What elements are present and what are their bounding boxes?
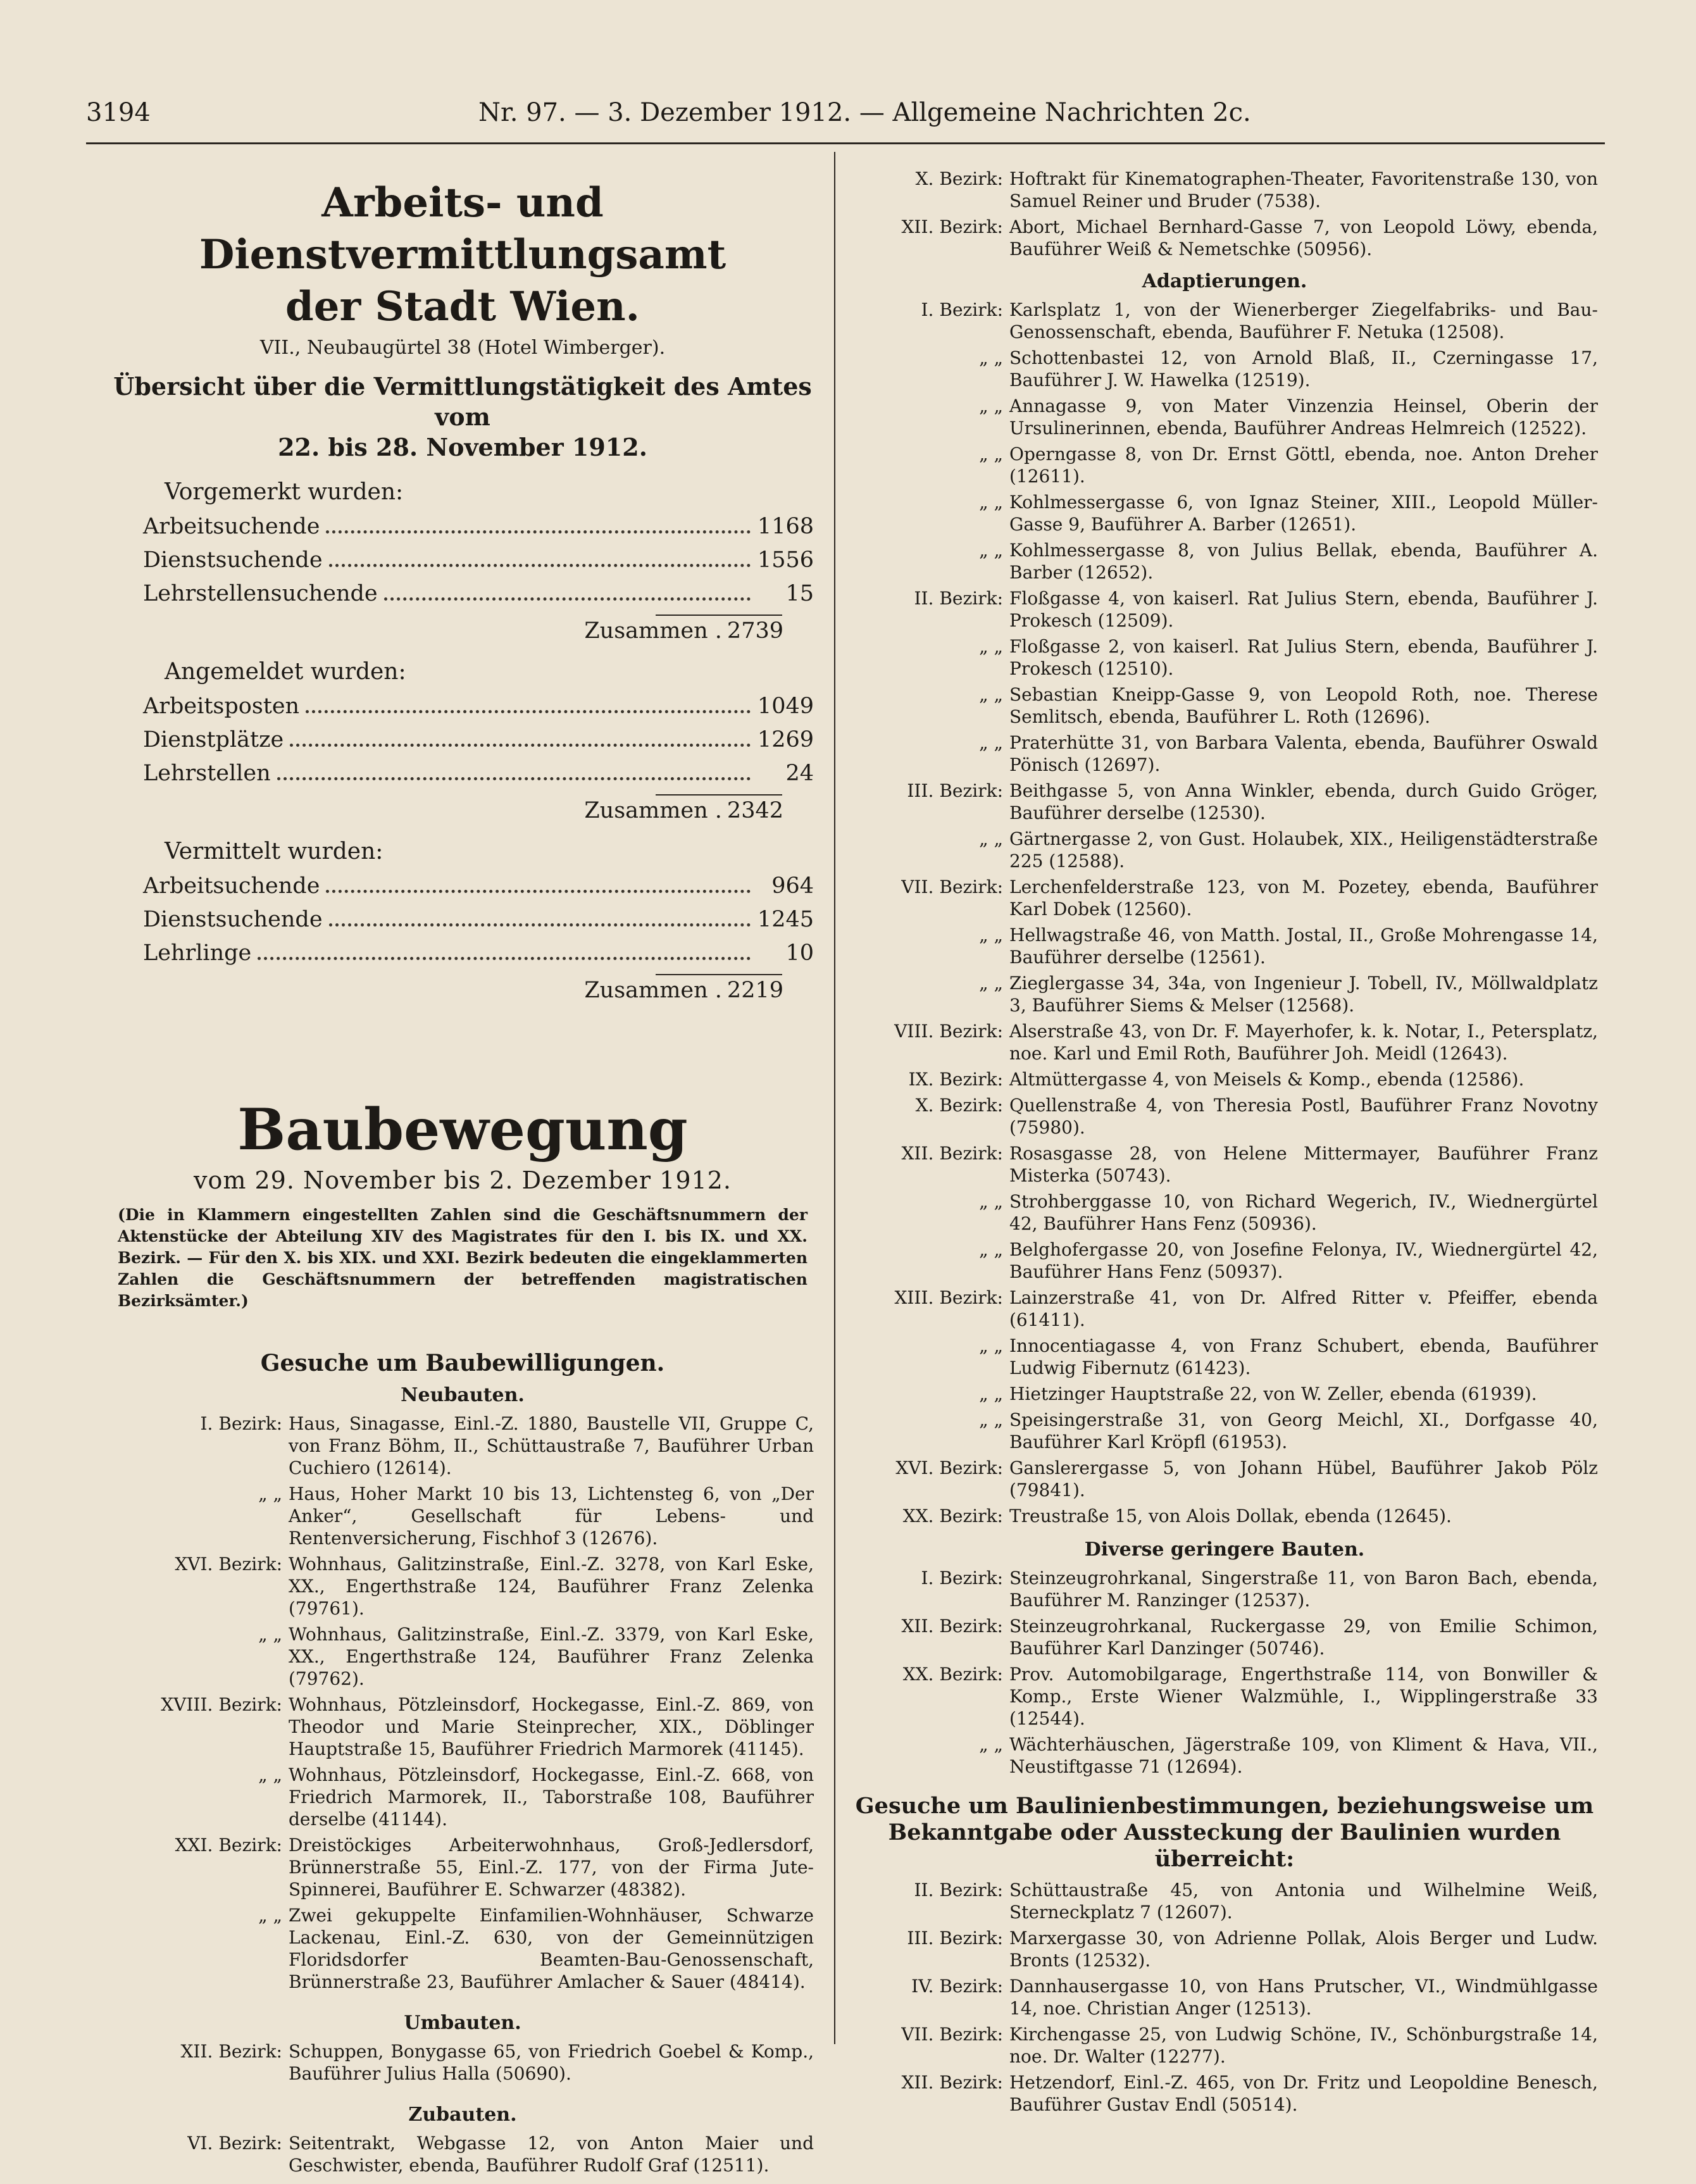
list-item <box>851 216 1598 260</box>
district-label: XVI. Bezirk: <box>895 1457 1003 1478</box>
entry-text: Karlsplatz 1, von der Wienerberger Ziegelfabriks- und Bau-Genossenschaft, ebenda, Bauführer F. Netuka (12508). <box>1009 299 1598 342</box>
entry-text: Floßgasse 4, von kaiserl. Rat Julius Stern, ebenda, Bauführer J. Prokesch (12509). <box>1009 588 1598 631</box>
list-item <box>851 635 1598 680</box>
list-item <box>851 972 1598 1016</box>
district-label: „ „ <box>979 1335 1003 1356</box>
entry-text: Schuppen, Bonygasse 65, von Friedrich Goebel & Komp., Bauführer Julius Halla (50690). <box>289 2041 814 2084</box>
stat-label: Dienstsuchende <box>143 547 323 573</box>
stat-row <box>143 694 814 727</box>
bau-note: (Die in Klammern eingestellten Zahlen sind die Geschäftsnummern der Aktenstücke der Abteilung XIV des Magistrates für den I. bis IX. und XX. Bezirk. — Für den X. bis XIX. und XXI. Bezirk bedeuten die eingeklammerten Zahlen die Geschäftsnummern der betreffenden magistratischen Bezirksämter.) <box>118 1206 807 1310</box>
neubauten-list <box>111 1413 814 1993</box>
stat-row <box>143 581 814 615</box>
list-item <box>851 1190 1598 1235</box>
entry-text: Ganslerergasse 5, von Johann Hübel, Bauführer Jakob Pölz (79841). <box>1009 1457 1598 1501</box>
district-label: „ „ <box>979 973 1003 994</box>
stat-row <box>143 761 814 794</box>
entry-text: Wohnhaus, Pötzleinsdorf, Hockegasse, Einl.-Z. 869, von Theodor und Marie Steinprecher, XIX., Döblinger Hauptstraße 15, Bauführer Friedrich Marmorek (41145). <box>289 1694 814 1759</box>
list-item <box>851 683 1598 728</box>
stat-value: 964 <box>771 873 814 899</box>
entry-text: Floßgasse 2, von kaiserl. Rat Julius Stern, ebenda, Bauführer J. Prokesch (12510). <box>1009 636 1598 679</box>
district-label: IX. Bezirk: <box>908 1069 1003 1090</box>
list-item <box>851 1094 1598 1139</box>
district-label: XVIII. Bezirk: <box>161 1694 282 1715</box>
entry-text: Kohlmessergasse 6, von Ignaz Steiner, XIII., Leopold Müller-Gasse 9, Bauführer A. Barber (12651). <box>1009 492 1598 535</box>
stat-value: 24 <box>785 761 814 786</box>
list-item <box>851 1142 1598 1187</box>
list-item <box>111 1834 814 1900</box>
adaptierungen-list <box>851 299 1598 1527</box>
entry-text: Altmüttergasse 4, von Meisels & Komp., ebenda (12586). <box>1009 1069 1525 1090</box>
bau-subtitle: vom 29. November bis 2. Dezember 1912. <box>194 1166 732 1194</box>
amt-title-line2: der Stadt Wien. <box>285 283 640 330</box>
dot-leader <box>326 530 751 534</box>
dot-leader <box>384 597 751 601</box>
stat-value: 1245 <box>757 907 814 932</box>
district-label: „ „ <box>979 925 1003 945</box>
group-heading: Vorgemerkt wurden: <box>165 479 404 505</box>
dot-leader <box>329 923 751 927</box>
stat-label: Lehrstellen <box>143 761 271 786</box>
adaptierungen-heading: Adaptierungen. <box>1142 270 1307 292</box>
entry-text: Haus, Hoher Markt 10 bis 13, Lichtensteg 6, von „Der Anker“, Gesellschaft für Lebens- und Rentenversicherung, Fischhof 3 (12676). <box>289 1483 814 1549</box>
sum-value: 2219 <box>726 978 783 1003</box>
list-item <box>111 1623 814 1690</box>
entry-text: Zieglergasse 34, 34a, von Ingenieur J. Tobell, IV., Möllwaldplatz 3, Bauführer Siems & Melser (12568). <box>1009 973 1598 1016</box>
group-heading: Vermittelt wurden: <box>165 839 383 864</box>
district-label: „ „ <box>258 1764 282 1785</box>
stat-value: 15 <box>785 581 814 606</box>
statistics-groups <box>111 479 814 1003</box>
dot-leader <box>306 710 751 713</box>
list-item <box>851 587 1598 632</box>
district-label: VI. Bezirk: <box>187 2133 282 2154</box>
list-item <box>111 1483 814 1549</box>
district-label: VII. Bezirk: <box>901 877 1003 897</box>
district-label: XIII. Bezirk: <box>894 1287 1003 1308</box>
stat-row <box>143 727 814 761</box>
stat-label: Arbeitsuchende <box>143 873 320 899</box>
entry-text: Lainzerstraße 41, von Dr. Alfred Ritter v. Pfeiffer, ebenda (61411). <box>1009 1287 1598 1330</box>
entry-text: Schottenbastei 12, von Arnold Blaß, II., Czerningasse 17, Bauführer J. W. Hawelka (12519). <box>1009 347 1598 390</box>
dot-leader <box>258 957 751 960</box>
entry-text: Beithgasse 5, von Anna Winkler, ebenda, durch Guido Gröger, Bauführer derselbe (12530). <box>1009 780 1598 823</box>
stat-label: Dienstplätze <box>143 727 284 752</box>
entry-text: Haus, Sinagasse, Einl.-Z. 1880, Baustelle VII, Gruppe C, von Franz Böhm, II., Schüttaustraße 7, Bauführer Urban Cuchiero (12614). <box>289 1413 814 1478</box>
entry-text: Hellwagstraße 46, von Matth. Jostal, II., Große Mohrengasse 14, Bauführer derselbe (12561). <box>1009 925 1598 968</box>
stat-row <box>143 873 814 907</box>
bau-title: Baubewegung <box>237 1096 688 1163</box>
district-label: I. Bezirk: <box>921 1568 1003 1588</box>
sum-label: Zusammen . <box>584 978 722 1003</box>
district-label: „ „ <box>979 1734 1003 1755</box>
stat-label: Lehrlinge <box>143 940 252 966</box>
entry-text: Seitentrakt, Webgasse 12, von Anton Maier und Geschwister, ebenda, Bauführer Rudolf Graf (12511). <box>289 2133 814 2176</box>
district-label: „ „ <box>979 1383 1003 1404</box>
list-item <box>851 347 1598 391</box>
district-label: X. Bezirk: <box>915 1095 1003 1116</box>
list-item <box>851 1409 1598 1453</box>
list-item <box>851 1615 1598 1659</box>
list-item <box>851 491 1598 535</box>
running-title: Nr. 97. — 3. Dezember 1912. — Allgemeine Nachrichten 2c. <box>478 98 1251 127</box>
list-item <box>851 2023 1598 2068</box>
district-label: I. Bezirk: <box>200 1413 282 1434</box>
entry-text: Belghofergasse 20, von Josefine Felonya, IV., Wiednergürtel 42, Bauführer Hans Fenz (50937). <box>1009 1239 1598 1282</box>
list-item <box>851 1927 1598 1971</box>
list-item <box>851 1879 1598 1923</box>
amt-title <box>111 177 814 333</box>
stat-value: 10 <box>785 940 814 966</box>
district-label: XII. Bezirk: <box>901 1616 1003 1637</box>
district-label: XII. Bezirk: <box>901 2072 1003 2093</box>
entry-text: Hietzinger Hauptstraße 22, von W. Zeller, ebenda (61939). <box>1009 1383 1537 1404</box>
entry-text: Speisingerstraße 31, von Georg Meichl, XI., Dorfgasse 40, Bauführer Karl Kröpfl (61953). <box>1009 1409 1598 1452</box>
sum-value: 2739 <box>726 618 783 644</box>
district-label: III. Bezirk: <box>907 780 1003 801</box>
sum-row <box>111 978 814 1003</box>
list-item <box>851 443 1598 487</box>
entry-text: Rosasgasse 28, von Helene Mittermayer, Bauführer Franz Misterka (50743). <box>1009 1143 1598 1186</box>
sum-value: 2342 <box>726 798 783 823</box>
entry-text: Schüttaustraße 45, von Antonia und Wilhelmine Weiß, Sterneckplatz 7 (12607). <box>1009 1880 1598 1923</box>
district-label: „ „ <box>979 396 1003 416</box>
list-item <box>111 1764 814 1830</box>
section-baubewilligungen: Gesuche um Baubewilligungen. <box>260 1350 665 1376</box>
list-item <box>851 1287 1598 1331</box>
stat-row <box>143 547 814 581</box>
dot-leader <box>329 564 751 567</box>
diverse-list <box>851 1567 1598 1778</box>
district-label: „ „ <box>979 347 1003 368</box>
district-label: XII. Bezirk: <box>180 2041 282 2062</box>
entry-text: Praterhütte 31, von Barbara Valenta, ebenda, Bauführer Oswald Pönisch (12697). <box>1009 732 1598 775</box>
list-item <box>851 395 1598 439</box>
list-item <box>851 299 1598 343</box>
entry-text: Quellenstraße 4, von Theresia Postl, Bauführer Franz Novotny (75980). <box>1009 1095 1598 1138</box>
group-heading: Angemeldet wurden: <box>165 659 406 685</box>
umbauten-list <box>111 2040 814 2085</box>
entry-text: Dannhausergasse 10, von Hans Prutscher, VI., Windmühlgasse 14, noe. Christian Anger (12513). <box>1009 1976 1598 2019</box>
sum-rule <box>656 615 782 616</box>
list-item <box>851 1335 1598 1379</box>
dot-leader <box>277 777 751 780</box>
district-label: II. Bezirk: <box>914 588 1003 609</box>
list-item <box>111 1904 814 1993</box>
entry-text: Steinzeugrohrkanal, Ruckergasse 29, von Emilie Schimon, Bauführer Karl Danzinger (50746). <box>1009 1616 1598 1659</box>
district-label: XII. Bezirk: <box>901 1143 1003 1164</box>
dot-leader <box>326 890 751 893</box>
stat-value: 1556 <box>757 547 814 573</box>
list-item <box>111 2040 814 2085</box>
column-divider <box>834 152 835 2044</box>
list-item <box>851 1020 1598 1064</box>
district-label: „ „ <box>258 1483 282 1504</box>
overview-line2: 22. bis 28. November 1912. <box>278 433 647 461</box>
entry-text: Operngasse 8, von Dr. Ernst Göttl, ebenda, noe. Anton Dreher (12611). <box>1009 444 1598 487</box>
list-item <box>851 539 1598 583</box>
list-item <box>851 2071 1598 2116</box>
district-label: „ „ <box>979 732 1003 753</box>
list-item <box>111 1694 814 1760</box>
dot-leader <box>290 744 751 747</box>
district-label: „ „ <box>979 1191 1003 1212</box>
entry-text: Dreistöckiges Arbeiterwohnhaus, Groß-Jedlersdorf, Brünnerstraße 55, Einl.-Z. 177, von der Firma Jute-Spinnerei, Bauführer E. Schwarzer (48382). <box>289 1835 814 1900</box>
sum-row <box>111 618 814 644</box>
district-label: „ „ <box>258 1624 282 1645</box>
district-label: VII. Bezirk: <box>901 2024 1003 2045</box>
stat-row <box>143 940 814 974</box>
district-label: III. Bezirk: <box>907 1928 1003 1949</box>
entry-text: Hoftrakt für Kinematographen-Theater, Favoritenstraße 130, von Samuel Reiner und Bruder (7538). <box>1009 168 1598 211</box>
entry-text: Hetzendorf, Einl.-Z. 465, von Dr. Fritz und Leopoldine Benesch, Bauführer Gustav Endl (50514). <box>1009 2072 1598 2115</box>
district-label: „ „ <box>979 1239 1003 1260</box>
entry-text: Sebastian Kneipp-Gasse 9, von Leopold Roth, noe. Therese Semlitsch, ebenda, Bauführer L. Roth (12696). <box>1009 684 1598 727</box>
entry-text: Zwei gekuppelte Einfamilien-Wohnhäuser, Schwarze Lackenau, Einl.-Z. 630, von der Gemeinnützigen Floridsdorfer Beamten-Bau-Genossenschaft, Brünnerstraße 23, Bauführer Amlacher & Sauer (48414). <box>289 1905 814 1992</box>
list-item <box>851 1068 1598 1090</box>
sum-label: Zusammen . <box>584 618 722 644</box>
list-item <box>111 2132 814 2176</box>
stat-label: Dienstsuchende <box>143 907 323 932</box>
list-item <box>851 1505 1598 1527</box>
district-label: I. Bezirk: <box>921 299 1003 320</box>
stat-value: 1168 <box>757 514 814 539</box>
entry-text: Wohnhaus, Galitzinstraße, Einl.-Z. 3278, von Karl Eske, XX., Engerthstraße 124, Bauführer Franz Zelenka (79761). <box>289 1554 814 1619</box>
entry-text: Annagasse 9, von Mater Vinzenzia Heinsel, Oberin der Ursulinerinnen, ebenda, Bauführer Andreas Helmreich (12522). <box>1009 396 1598 439</box>
entry-text: Prov. Automobilgarage, Engerthstraße 114, von Bonwiller & Komp., Erste Wiener Walzmühle, I., Wipplingerstraße 33 (12544). <box>1009 1664 1598 1729</box>
district-label: X. Bezirk: <box>915 168 1003 189</box>
district-label: „ „ <box>979 828 1003 849</box>
entry-text: Wohnhaus, Pötzleinsdorf, Hockegasse, Einl.-Z. 668, von Friedrich Marmorek, II., Taborstraße 108, Bauführer derselbe (41144). <box>289 1764 814 1830</box>
entry-text: Wächterhäuschen, Jägerstraße 109, von Kliment & Hava, VII., Neustiftgasse 71 (12694). <box>1009 1734 1598 1777</box>
district-label: XVI. Bezirk: <box>175 1554 282 1575</box>
overview-line1: Übersicht über die Vermittlungstätigkeit des Amtes vom <box>113 372 812 431</box>
list-item <box>851 1239 1598 1283</box>
list-item <box>851 1383 1598 1405</box>
district-label: VIII. Bezirk: <box>894 1021 1003 1042</box>
entry-text: Lerchenfelderstraße 123, von M. Pozetey, ebenda, Bauführer Karl Dobek (12560). <box>1009 877 1598 920</box>
stat-label: Arbeitsposten <box>143 694 300 719</box>
sum-label: Zusammen . <box>584 798 722 823</box>
district-label: IV. Bezirk: <box>911 1976 1003 1997</box>
stat-row <box>143 514 814 547</box>
list-item <box>851 780 1598 824</box>
entry-text: Kohlmessergasse 8, von Julius Bellak, ebenda, Bauführer A. Barber (12652). <box>1009 540 1598 583</box>
district-label: XII. Bezirk: <box>901 216 1003 237</box>
list-item <box>111 1553 814 1619</box>
stat-row <box>143 907 814 940</box>
list-item <box>851 1733 1598 1778</box>
entry-text: Alserstraße 43, von Dr. F. Mayerhofer, k. k. Notar, I., Petersplatz, noe. Karl und Emil Roth, Bauführer Joh. Meidl (12643). <box>1009 1021 1598 1064</box>
amt-overview <box>111 371 814 463</box>
page-header <box>86 98 1605 136</box>
entry-text: Kirchengasse 25, von Ludwig Schöne, IV., Schönburgstraße 14, noe. Dr. Walter (12277). <box>1009 2024 1598 2067</box>
sum-rule <box>656 974 782 975</box>
umbauten-heading: Umbauten. <box>404 2012 521 2034</box>
district-label: „ „ <box>979 684 1003 705</box>
sum-row <box>111 798 814 823</box>
zubauten-continued-list <box>851 168 1598 260</box>
list-item <box>851 1567 1598 1611</box>
district-label: „ „ <box>979 1409 1003 1430</box>
list-item <box>851 828 1598 872</box>
district-label: „ „ <box>979 492 1003 513</box>
entry-text: Strohberggasse 10, von Richard Wegerich, IV., Wiednergürtel 42, Bauführer Hans Fenz (50936). <box>1009 1191 1598 1234</box>
district-label: „ „ <box>979 636 1003 657</box>
list-item <box>851 168 1598 212</box>
stat-value: 1269 <box>757 727 814 752</box>
list-item <box>851 732 1598 776</box>
right-column <box>851 168 1598 2119</box>
header-rule <box>86 142 1605 144</box>
district-label: XX. Bezirk: <box>902 1506 1003 1526</box>
list-item <box>111 1413 814 1479</box>
amt-title-line1: Arbeits- und Dienstvermittlungsamt <box>199 179 726 278</box>
entry-text: Innocentiagasse 4, von Franz Schubert, ebenda, Bauführer Ludwig Fibernutz (61423). <box>1009 1335 1598 1378</box>
list-item <box>851 1975 1598 2019</box>
zubauten-heading: Zubauten. <box>408 2104 517 2126</box>
district-label: XXI. Bezirk: <box>175 1835 282 1856</box>
entry-text: Treustraße 15, von Alois Dollak, ebenda (12645). <box>1009 1506 1452 1526</box>
stat-value: 1049 <box>757 694 814 719</box>
entry-text: Steinzeugrohrkanal, Singerstraße 11, von Baron Bach, ebenda, Bauführer M. Ranzinger (12537). <box>1009 1568 1598 1611</box>
district-label: II. Bezirk: <box>914 1880 1003 1900</box>
list-item <box>851 1457 1598 1501</box>
district-label: „ „ <box>979 540 1003 561</box>
entry-text: Marxergasse 30, von Adrienne Pollak, Alois Berger und Ludw. Bronts (12532). <box>1009 1928 1598 1971</box>
baulinien-list <box>851 1879 1598 2116</box>
baulinien-heading: Gesuche um Baulinienbestimmungen, beziehungsweise um Bekanntgabe oder Aussteckung der Baulinien wurden überreicht: <box>855 1793 1594 1872</box>
list-item <box>851 1663 1598 1730</box>
entry-text: Abort, Michael Bernhard-Gasse 7, von Leopold Löwy, ebenda, Bauführer Weiß & Nemetschke (50956). <box>1009 216 1598 259</box>
page-number: 3194 <box>86 98 151 127</box>
entry-text: Gärtnergasse 2, von Gust. Holaubek, XIX., Heiligenstädterstraße 225 (12588). <box>1009 828 1598 871</box>
district-label: XX. Bezirk: <box>902 1664 1003 1685</box>
sum-rule <box>656 794 782 796</box>
district-label: „ „ <box>979 444 1003 465</box>
list-item <box>851 924 1598 968</box>
stat-label: Arbeitsuchende <box>143 514 320 539</box>
entry-text: Wohnhaus, Galitzinstraße, Einl.-Z. 3379, von Karl Eske, XX., Engerthstraße 124, Bauführer Franz Zelenka (79762). <box>289 1624 814 1689</box>
stat-label: Lehrstellensuchende <box>143 581 378 606</box>
zubauten-list <box>111 2132 814 2176</box>
amt-address: VII., Neubaugürtel 38 (Hotel Wimberger). <box>259 337 666 359</box>
neubauten-heading: Neubauten. <box>401 1384 525 1406</box>
left-column <box>111 177 814 2180</box>
diverse-heading: Diverse geringere Bauten. <box>1084 1538 1365 1561</box>
list-item <box>851 876 1598 920</box>
district-label: „ „ <box>258 1905 282 1926</box>
